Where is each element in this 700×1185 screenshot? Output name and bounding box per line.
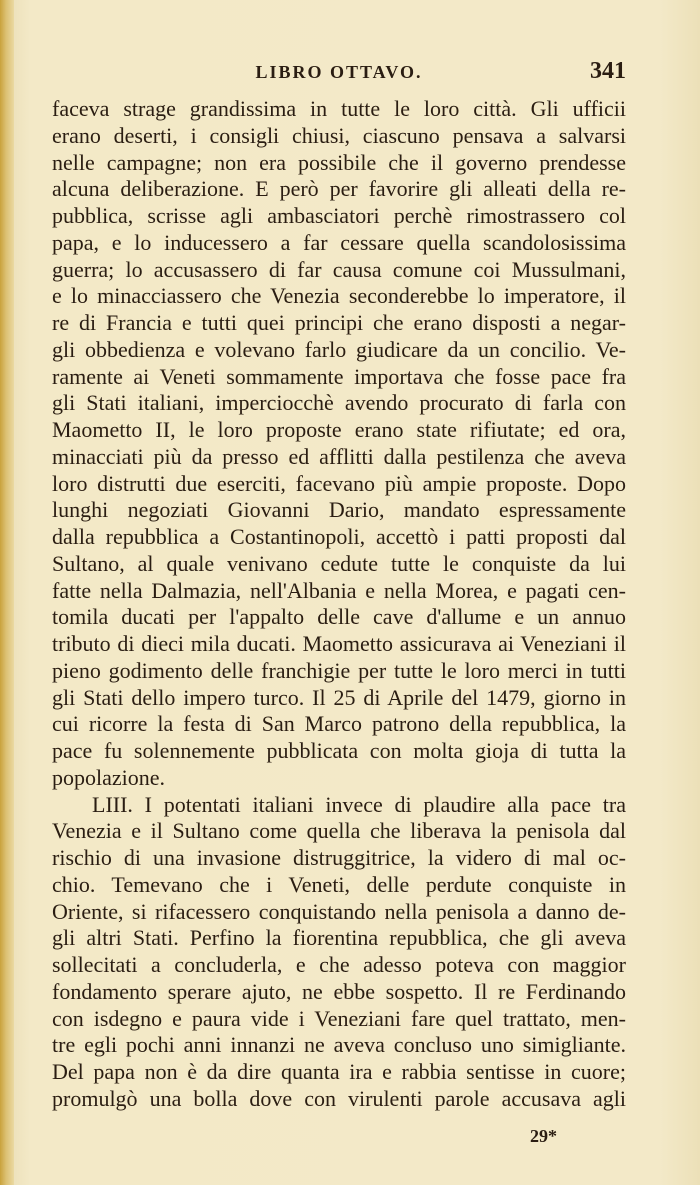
signature-mark: 29*	[530, 1126, 557, 1146]
text-line: pieno godimento delle franchigie per tutte le loro merci in tutti	[52, 657, 626, 683]
text-line: Sultano, al quale venivano cedute tutte le conquiste da lui	[52, 550, 626, 576]
text-line: lunghi negoziati Giovanni Dario, mandato espressamente	[52, 497, 626, 523]
text-line: minacciati più da presso ed afflitti dalla pestilenza che aveva	[52, 443, 626, 469]
text-line: Venezia e il Sultano come quella che liberava la penisola dal	[52, 818, 626, 844]
text-line: loro distrutti due eserciti, facevano più ampie proposte. Dopo	[52, 470, 626, 496]
text-line: re di Francia e tutti quei principi che erano disposti a negar-	[52, 310, 626, 335]
text-line: fatte nella Dalmazia, nell'Albania e nella Morea, e pagati cen-	[52, 577, 626, 603]
text-line: Oriente, si rifacessero conquistando nella penisola a danno de-	[52, 898, 626, 924]
text-line: tributo di dieci mila ducati. Maometto assicurava ai Veneziani il	[52, 631, 626, 656]
text-line: dalla repubblica a Costantinopoli, accettò i patti proposti dal	[52, 524, 626, 549]
text-line: sollecitati a concluderla, e che adesso poteva con maggior	[52, 952, 626, 977]
section-start-line: LIII. I potentati italiani invece di plaudire alla pace tra	[92, 791, 626, 817]
text-line: chio. Temevano che i Veneti, delle perdute conquiste in	[52, 871, 626, 897]
text-line: gli Stati dello impero turco. Il 25 di Aprile del 1479, giorno in	[52, 684, 626, 710]
text-line: gli altri Stati. Perfino la fiorentina repubblica, che gli aveva	[52, 925, 626, 951]
text-line: pubblica, scrisse agli ambasciatori perchè rimostrassero col	[52, 203, 626, 228]
running-title: LIBRO OTTAVO.	[255, 62, 423, 82]
body-text	[52, 96, 626, 1113]
text-line: rischio di una invasione distruggitrice, la videro di mal oc-	[52, 845, 626, 870]
text-line: faceva strage grandissima in tutte le loro città. Gli ufficii	[52, 96, 626, 121]
page-number: 341	[590, 58, 626, 84]
text-line: promulgò una bolla dove con virulenti parole accusava agli	[52, 1085, 626, 1111]
text-line: papa, e lo inducessero a far cessare quella scandolosissima	[52, 229, 626, 255]
text-line: tomila ducati per l'appalto delle cave d'allume e un annuo	[52, 604, 626, 630]
text-line: Del papa non è da dire quanta ira e rabbia sentisse in cuore;	[52, 1059, 626, 1084]
text-line: alcuna deliberazione. E però per favorire gli alleati della re-	[52, 176, 626, 202]
text-line: Maometto II, le loro proposte erano state rifiutate; ed ora,	[52, 417, 626, 442]
text-line: ramente ai Veneti sommamente importava che fosse pace fra	[52, 363, 626, 389]
text-line: pace fu solennemente pubblicata con molta gioja di tutta la	[52, 738, 626, 763]
text-line: tre egli pochi anni innanzi ne aveva concluso uno simigliante.	[52, 1032, 626, 1058]
page-header	[52, 58, 626, 92]
text-line: guerra; lo accusassero di far causa comune coi Mussulmani,	[52, 256, 626, 282]
page-spine-edge	[0, 0, 14, 1185]
text-line: erano deserti, i consigli chiusi, ciascuno pensava a salvarsi	[52, 122, 626, 148]
text-line: gli Stati italiani, imperciocchè avendo procurato di farla con	[52, 390, 626, 416]
text-line: cui ricorre la festa di San Marco patrono della repubblica, la	[52, 711, 626, 737]
paragraph-end-line: popolazione.	[52, 764, 166, 790]
text-line: nelle campagne; non era possibile che il governo prendesse	[52, 149, 626, 175]
text-line: e lo minacciassero che Venezia seconderebbe lo imperatore, il	[52, 283, 626, 309]
text-line: gli obbedienza e volevano farlo giudicare da un concilio. Ve-	[52, 336, 626, 362]
text-line: con isdegno e paura vide i Veneziani fare quel trattato, men-	[52, 1005, 626, 1031]
text-line: fondamento sperare ajuto, ne ebbe sospetto. Il re Ferdinando	[52, 978, 626, 1004]
